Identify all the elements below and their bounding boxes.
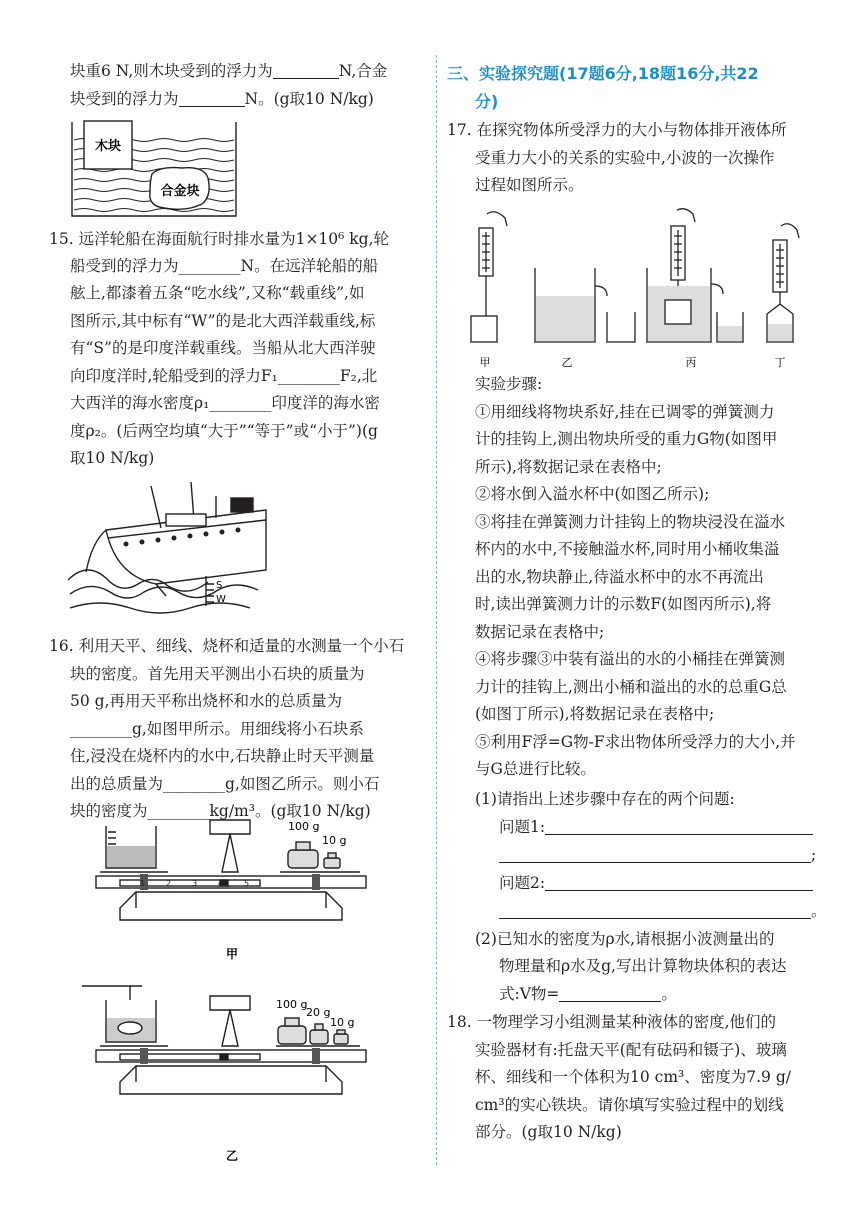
balance-figure-b [80,982,380,1162]
q18-line: 18. 一物理学习小组测量某种液体的密度,他们的 [447,1013,777,1031]
q15-line: 有“S”的是印度洋载重线。当船从北大西洋驶 [70,339,376,357]
step-line: 所示),将数据记录在表格中; [475,458,662,476]
q15-line: 船受到的浮力为________N。在远洋轮船的船 [70,257,379,275]
step-line: ④将步骤③中装有溢出的水的小桶挂在弹簧测 [475,650,786,668]
step-line: ①用细线将物块系好,挂在已调零的弹簧测力 [475,403,775,421]
sub-question-1: (1)请指出上述步骤中存在的两个问题: [475,790,735,808]
step-line: ②将水倒入溢水杯中(如图乙所示); [475,485,710,503]
figure-caption: 乙 [225,1149,239,1162]
q16-line: ________g,如图甲所示。用细线将小石块系 [70,720,364,738]
step-line: 时,读出弹簧测力计的示数F(如图丙所示),将 [475,595,772,613]
section-title: 三、实验探究题(17题6分,18题16分,共22 [447,64,759,83]
q15-line: 度ρ₂。(后两空均填“大于”“等于”或“小于”)(g [70,422,378,440]
q18-line: 部分。(g取10 N/kg) [475,1123,622,1141]
buoyancy-experiment-figure [467,206,817,372]
q14-line-2: 块受到的浮力为 N。(g取10 N/kg) [70,90,374,108]
s-load-line-label: S [216,580,223,591]
weight-label: 10 g [330,1016,355,1029]
step-line: 杯内的水中,不接触溢水杯,同时用小桶收集溢 [475,540,780,558]
step-line: (如图丁所示),将数据记录在表格中; [475,705,715,723]
weight-label: 20 g [306,1006,331,1019]
q15-line: 图所示,其中标有“W”的是北大西洋载重线,标 [70,312,376,330]
wood-alloy-figure [70,118,238,218]
q14-line-1: 块重6 N,则木块受到的浮力为 N,合金 [70,62,388,80]
q15-line: 舷上,都漆着五条“吃水线”,又称“载重线”,如 [70,284,365,302]
q17-line: 17. 在探究物体所受浮力的大小与物体排开液体所 [447,121,787,139]
q15-line: 15. 远洋轮船在海面航行时排水量为1×10⁶ kg,轮 [49,230,390,248]
step-line: 计的挂钩上,测出物块所受的重力G物(如图甲 [475,430,778,448]
q18-line: 实验器材有:托盘天平(配有砝码和镊子)、玻璃 [475,1041,787,1059]
section-title-cont: 分) [475,92,499,111]
step-line: ③将挂在弹簧测力计挂钩上的物块浸没在溢水 [475,513,786,531]
figure-caption: 乙 [561,356,573,369]
step-line: 与G总进行比较。 [475,760,596,778]
figure-caption: 甲 [225,947,239,961]
q16-line: 16. 利用天平、细线、烧杯和适量的水测量一个小石 [49,637,405,655]
column-divider [436,55,437,1165]
answer-blank[interactable] [499,900,811,919]
answer-blank[interactable] [545,816,813,835]
sub-question-2-line: 物理量和ρ水及g,写出计算物块体积的表达 [499,957,787,975]
tick-label: 5 [244,879,250,888]
step-line: 出的水,物块静止,待溢水杯中的水不再流出 [475,568,764,586]
q15-line: 大西洋的海水密度ρ₁________印度洋的海水密 [70,394,380,412]
wood-label: 木块 [94,139,122,154]
step-line: ⑤利用F浮=G物-F求出物体所受浮力的大小,并 [475,733,796,751]
step-line: 力计的挂钩上,测出小桶和溢出的水的总重G总 [475,678,787,696]
ship-figure [66,480,276,616]
tick-label: 2 [166,879,172,888]
tick-label: 4 [218,879,224,888]
answer-blank[interactable] [559,983,661,1002]
q16-line: 出的总质量为________g,如图乙所示。则小石 [70,775,380,793]
w-load-line-label: W [216,594,226,605]
step-line: 数据记录在表格中; [475,623,605,641]
tick-label: 3 [192,879,198,888]
weight-label: 100 g [276,998,308,1011]
q16-line: 块的密度为________kg/m³。(g取10 N/kg) [70,802,371,820]
answer-blank[interactable] [273,60,339,79]
problem-1-line: 问题1: [499,814,813,841]
q15-line: 向印度洋时,轮船受到的浮力F₁________F₂,北 [70,367,378,385]
answer-blank[interactable] [499,844,811,863]
step-line: 实验步骤: [475,375,543,393]
answer-blank[interactable] [179,88,245,107]
tick-label: 1 [140,879,146,888]
weight-label: 10 g [322,834,347,847]
q18-line: 杯、细线和一个体积为10 cm³、密度为7.9 g/ [475,1068,791,1086]
figure-caption: 丁 [774,356,786,369]
q17-line: 过程如图所示。 [475,176,584,194]
problem-1-cont: ; [499,842,816,869]
answer-blank[interactable] [545,872,813,891]
q17-line: 受重力大小的关系的实验中,小波的一次操作 [475,149,775,167]
problem-2-cont: 。 [499,898,827,925]
alloy-label: 合金块 [160,184,200,199]
q16-line: 住,浸没在烧杯内的水中,石块静止时天平测量 [70,747,375,765]
balance-figure-a [80,818,380,968]
q18-line: cm³的实心铁块。请你填写实验过程中的划线 [475,1096,784,1114]
q15-line: 取10 N/kg) [70,449,155,467]
figure-caption: 甲 [479,356,491,369]
q16-line: 块的密度。首先用天平测出小石块的质量为 [70,665,365,683]
q16-line: 50 g,再用天平称出烧杯和水的总质量为 [70,692,343,710]
figure-caption: 丙 [685,356,697,369]
weight-label: 100 g [288,820,320,833]
sub-question-2: (2)已知水的密度为ρ水,请根据小波测量出的 [475,930,775,948]
problem-2-line: 问题2: [499,870,813,897]
sub-question-2-answer: 式:V物= 。 [499,985,677,1003]
